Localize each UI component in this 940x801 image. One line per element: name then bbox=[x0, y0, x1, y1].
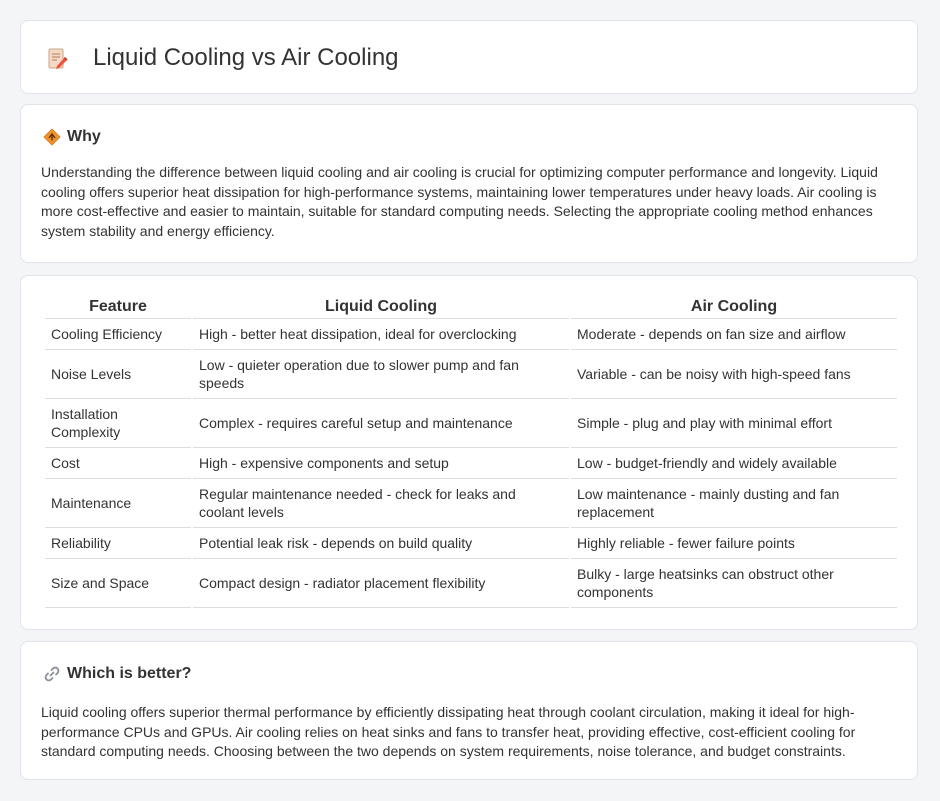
liquid-cell: Potential leak risk - depends on build quality bbox=[193, 528, 569, 559]
which-is-better-heading: Which is better? bbox=[67, 665, 192, 682]
air-cell: Highly reliable - fewer failure points bbox=[571, 528, 897, 559]
why-text: Understanding the difference between liquid cooling and air cooling is crucial for optimizing computer performance and longevity. Liquid cooling offers superior heat dissipation for high-performance systems, maintaining lower temperatures under heavy loads. Air cooling is more cost-effective and easier to maintain, suitable for standard computing needs. Selecting the appropriate cooling method enhances system stability and energy efficiency. bbox=[41, 164, 878, 239]
liquid-cell: Complex - requires careful setup and maintenance bbox=[193, 399, 569, 448]
which-is-better-text: Liquid cooling offers superior thermal performance by efficiently dissipating heat through coolant circulation, making it ideal for high-performance CPUs and GPUs. Air cooling relies on heat sinks and fans to transfer heat, providing effective, cost-efficient cooling for standard computing needs. Choosing between the two depends on system requirements, noise tolerance, and budget constraints. bbox=[41, 704, 856, 759]
header-air-cooling: Air Cooling bbox=[571, 296, 897, 319]
air-cell: Simple - plug and play with minimal effort bbox=[571, 399, 897, 448]
feature-cell: Cost bbox=[45, 448, 191, 479]
feature-cell: Noise Levels bbox=[45, 350, 191, 399]
table-row bbox=[45, 319, 897, 350]
diamond-sign-icon bbox=[43, 128, 61, 146]
header-feature: Feature bbox=[45, 296, 191, 319]
air-cell: Moderate - depends on fan size and airflow bbox=[571, 319, 897, 350]
air-cell: Bulky - large heatsinks can obstruct other components bbox=[571, 559, 897, 608]
table-row bbox=[45, 528, 897, 559]
liquid-cell: Regular maintenance needed - check for leaks and coolant levels bbox=[193, 479, 569, 528]
feature-cell: Reliability bbox=[45, 528, 191, 559]
air-cell: Low - budget-friendly and widely available bbox=[571, 448, 897, 479]
air-cell: Variable - can be noisy with high-speed fans bbox=[571, 350, 897, 399]
feature-cell: Cooling Efficiency bbox=[45, 319, 191, 350]
table-row bbox=[45, 479, 897, 528]
air-cell: Low maintenance - mainly dusting and fan replacement bbox=[571, 479, 897, 528]
page-title: Liquid Cooling vs Air Cooling bbox=[93, 44, 399, 71]
header-liquid-cooling: Liquid Cooling bbox=[193, 296, 569, 319]
feature-cell: Installation Complexity bbox=[45, 399, 191, 448]
table-row bbox=[45, 350, 897, 399]
liquid-cell: Low - quieter operation due to slower pump and fan speeds bbox=[193, 350, 569, 399]
which-is-better-section bbox=[20, 641, 918, 780]
feature-cell: Size and Space bbox=[45, 559, 191, 608]
comparison-table bbox=[43, 296, 899, 608]
comparison-section bbox=[20, 275, 918, 630]
link-icon bbox=[43, 665, 61, 683]
table-row bbox=[45, 559, 897, 608]
why-heading: Why bbox=[67, 128, 101, 145]
liquid-cell: High - better heat dissipation, ideal for overclocking bbox=[193, 319, 569, 350]
liquid-cell: High - expensive components and setup bbox=[193, 448, 569, 479]
table-header-row bbox=[45, 296, 897, 319]
feature-cell: Maintenance bbox=[45, 479, 191, 528]
why-section bbox=[20, 104, 918, 263]
table-row bbox=[45, 448, 897, 479]
document-pencil-icon bbox=[47, 48, 69, 70]
table-row bbox=[45, 399, 897, 448]
liquid-cell: Compact design - radiator placement flexibility bbox=[193, 559, 569, 608]
header-card bbox=[20, 20, 918, 94]
